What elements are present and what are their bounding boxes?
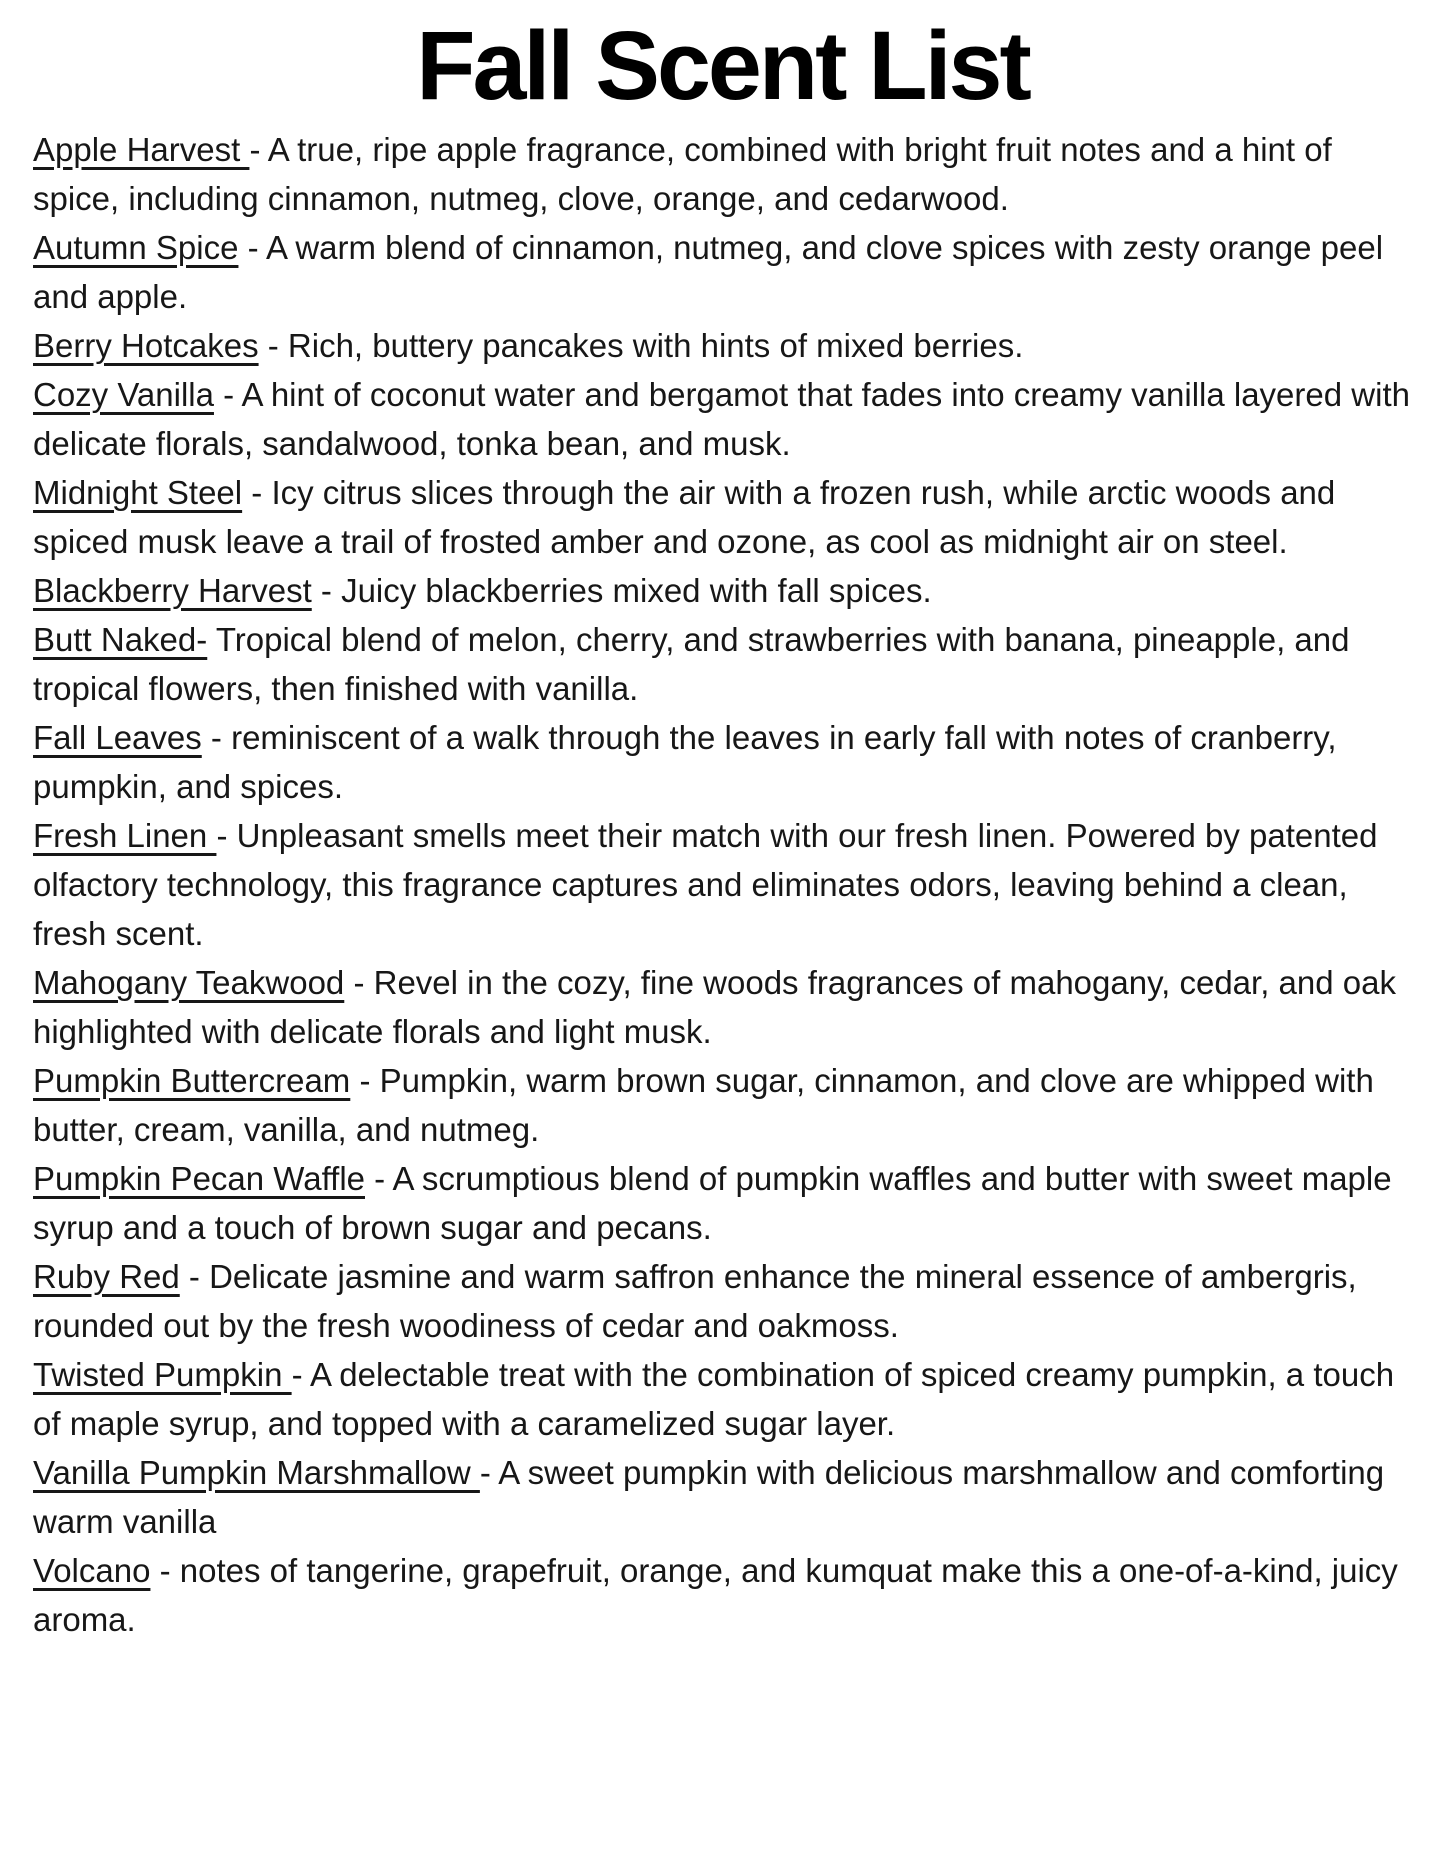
scent-list bbox=[0, 125, 1445, 1644]
scent-entry-vanilla-pumpkin-marshmallow bbox=[33, 1448, 1419, 1546]
scent-description: - A true, ripe apple fragrance, combined with bright fruit notes and a hint of spice, including cinnamon, nutmeg, clove, orange, and cedarwood. bbox=[33, 130, 1332, 217]
scent-description: Tropical blend of melon, cherry, and strawberries with banana, pineapple, and tropical flowers, then finished with vanilla. bbox=[33, 620, 1350, 707]
scent-entry-butt-naked bbox=[33, 615, 1419, 713]
scent-entry-pumpkin-pecan-waffle bbox=[33, 1154, 1419, 1252]
scent-entry-fresh-linen bbox=[33, 811, 1419, 958]
scent-name: Butt Naked- bbox=[33, 620, 208, 658]
scent-entry-mahogany-teakwood bbox=[33, 958, 1419, 1056]
scent-description: - Pumpkin, warm brown sugar, cinnamon, and clove are whipped with butter, cream, vanilla, and nutmeg. bbox=[33, 1061, 1374, 1148]
scent-description: - Revel in the cozy, fine woods fragrances of mahogany, cedar, and oak highlighted with delicate florals and light musk. bbox=[33, 963, 1396, 1050]
scent-name: Blackberry Harvest bbox=[33, 571, 312, 609]
scent-entry-fall-leaves bbox=[33, 713, 1419, 811]
scent-description: - A scrumptious blend of pumpkin waffles and butter with sweet maple syrup and a touch of brown sugar and pecans. bbox=[33, 1159, 1392, 1246]
scent-name: Pumpkin Pecan Waffle bbox=[33, 1159, 365, 1197]
scent-name: Vanilla Pumpkin Marshmallow bbox=[33, 1453, 480, 1491]
scent-description: - A warm blend of cinnamon, nutmeg, and clove spices with zesty orange peel and apple. bbox=[33, 228, 1384, 315]
scent-name: Fresh Linen bbox=[33, 816, 217, 854]
scent-entry-berry-hotcakes bbox=[33, 321, 1419, 370]
scent-name: Apple Harvest bbox=[33, 130, 250, 168]
scent-entry-blackberry-harvest bbox=[33, 566, 1419, 615]
scent-entry-cozy-vanilla bbox=[33, 370, 1419, 468]
scent-name: Fall Leaves bbox=[33, 718, 202, 756]
scent-name: Twisted Pumpkin bbox=[33, 1355, 292, 1393]
scent-entry-twisted-pumpkin bbox=[33, 1350, 1419, 1448]
scent-entry-volcano bbox=[33, 1546, 1419, 1644]
scent-name: Mahogany Teakwood bbox=[33, 963, 345, 1001]
scent-description: - Juicy blackberries mixed with fall spices. bbox=[311, 571, 932, 609]
scent-description: - A delectable treat with the combination of spiced creamy pumpkin, a touch of maple syrup, and topped with a caramelized sugar layer. bbox=[33, 1355, 1395, 1442]
scent-description: - A sweet pumpkin with delicious marshmallow and comforting warm vanilla bbox=[33, 1453, 1385, 1540]
scent-description: - reminiscent of a walk through the leaves in early fall with notes of cranberry, pumpkin, and spices. bbox=[33, 718, 1337, 805]
scent-name: Autumn Spice bbox=[33, 228, 239, 266]
scent-entry-autumn-spice bbox=[33, 223, 1419, 321]
page-title: Fall Scent List bbox=[416, 11, 1029, 120]
scent-description: - Unpleasant smells meet their match with our fresh linen. Powered by patented olfactory technology, this fragrance captures and eliminates odors, leaving behind a clean, fresh scent. bbox=[33, 816, 1378, 952]
scent-name: Pumpkin Buttercream bbox=[33, 1061, 351, 1099]
scent-description: - A hint of coconut water and bergamot that fades into creamy vanilla layered with delicate florals, sandalwood, tonka bean, and musk. bbox=[33, 375, 1410, 462]
scent-name: Volcano bbox=[33, 1551, 151, 1589]
scent-entry-midnight-steel bbox=[33, 468, 1419, 566]
scent-description: - notes of tangerine, grapefruit, orange, and kumquat make this a one-of-a-kind, juicy aroma. bbox=[33, 1551, 1398, 1638]
scent-name: Midnight Steel bbox=[33, 473, 243, 511]
scent-entry-apple-harvest bbox=[33, 125, 1419, 223]
scent-name: Ruby Red bbox=[33, 1257, 180, 1295]
scent-entry-ruby-red bbox=[33, 1252, 1419, 1350]
scent-description: - Delicate jasmine and warm saffron enhance the mineral essence of ambergris, rounded out by the fresh woodiness of cedar and oakmoss. bbox=[33, 1257, 1357, 1344]
scent-name: Berry Hotcakes bbox=[33, 326, 259, 364]
scent-name: Cozy Vanilla bbox=[33, 375, 214, 413]
scent-entry-pumpkin-buttercream bbox=[33, 1056, 1419, 1154]
scent-description: - Icy citrus slices through the air with a frozen rush, while arctic woods and spiced musk leave a trail of frosted amber and ozone, as cool as midnight air on steel. bbox=[33, 473, 1336, 560]
scent-description: - Rich, buttery pancakes with hints of mixed berries. bbox=[258, 326, 1024, 364]
